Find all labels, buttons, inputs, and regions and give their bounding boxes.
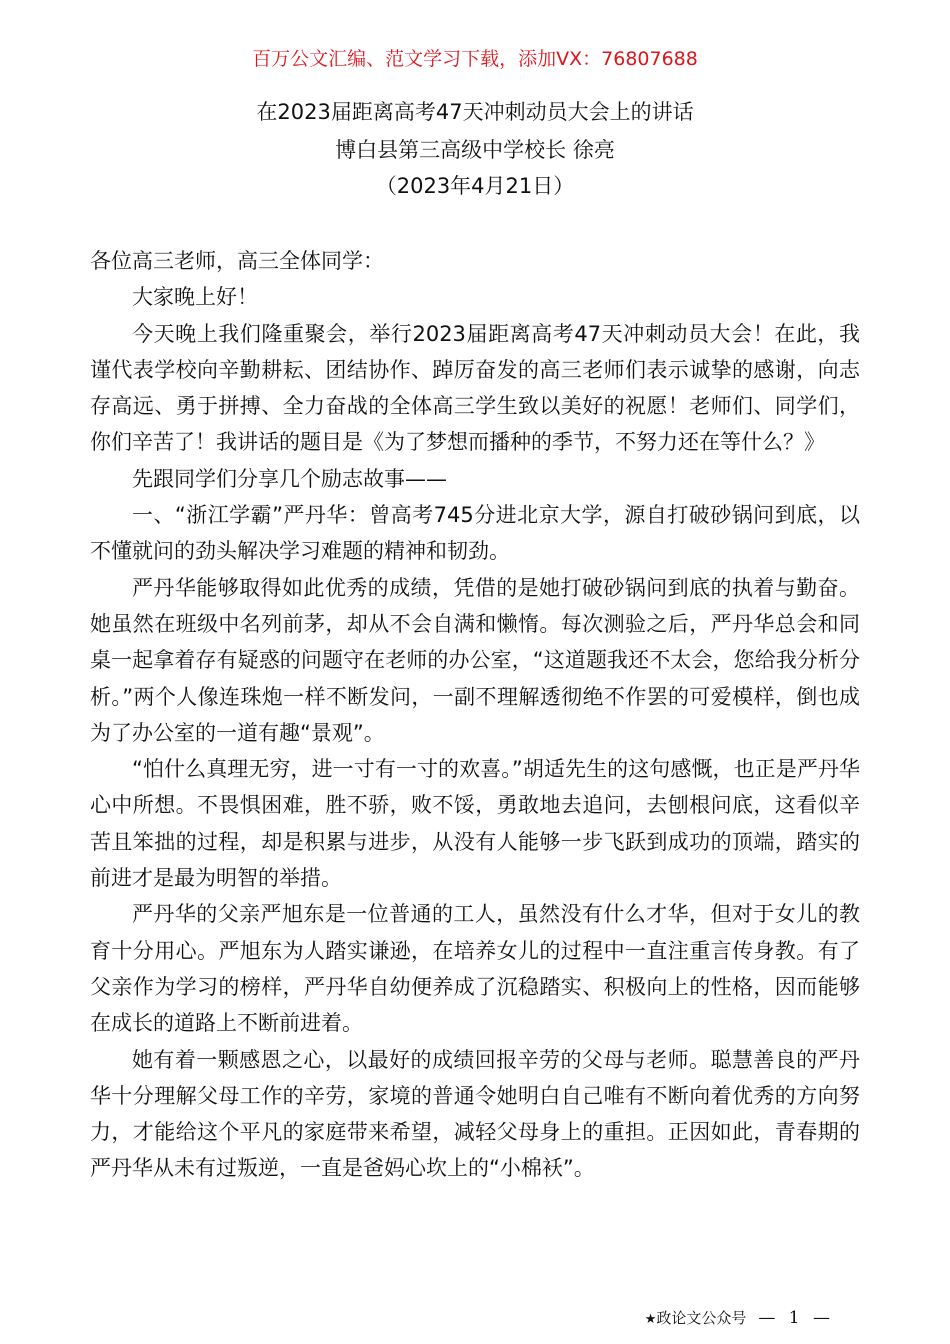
speech-title: 在2023届距离高考47天冲刺动员大会上的讲话 <box>256 100 694 124</box>
paragraph-story-quote: “怕什么真理无穷，进一寸有一寸的欢喜。”胡适先生的这句感慨，也正是严丹华心中所想。不畏惧困难，胜不骄，败不馁，勇敢地去追问，去刨根问底，这看似辛苦且笨拙的过程，却是积累与进步，从没有人能够一步飞跃到成功的顶端，踏实的前进才是最为明智的举措。 <box>90 757 860 891</box>
paragraph-intro-stories: 先跟同学们分享几个励志故事—— <box>132 466 447 491</box>
page-number: — 1 — <box>758 1308 834 1328</box>
paragraph-story-gratitude: 她有着一颗感恩之心，以最好的成绩回报辛劳的父母与老师。聪慧善良的严丹华十分理解父母工作的辛劳，家境的普通令她明白自己唯有不断向着优秀的方向努力，才能给这个平凡的家庭带来希望，减轻父母身上的重担。正因如此，青春期的严丹华从未有过叛逆，一直是爸妈心坎上的“小棉袄”。 <box>90 1047 860 1181</box>
paragraph-story-diligence: 严丹华能够取得如此优秀的成绩，凭借的是她打破砂锅问到底的执着与勤奋。她虽然在班级中名列前茅，却从不会自满和懒惰。每次测验之后，严丹华总会和同桌一起拿着存有疑惑的问题守在老师的办公室，“这道题我还不太会，您给我分析分析。”两个人像连珠炮一样不断发问，一副不理解透彻绝不作罢的可爱模样，倒也成为了办公室的一道有趣“景观”。 <box>90 575 860 745</box>
speech-body <box>90 243 860 1187</box>
paragraph-greeting: 大家晚上好！ <box>132 285 258 310</box>
salutation: 各位高三老师，高三全体同学： <box>90 249 384 273</box>
footer-source: 政论文公众号 <box>656 1309 747 1327</box>
page-footer <box>645 1306 834 1332</box>
speech-date: （2023年4月21日） <box>375 174 575 198</box>
paragraph-story-heading: 一、“浙江学霸”严丹华：曾高考745分进北京大学，源自打破砂锅问到底，以不懂就问的劲头解决学习难题的精神和韧劲。 <box>90 503 860 564</box>
star-icon: ★ <box>644 1312 657 1327</box>
speaker-line: 博白县第三高级中学校长 徐亮 <box>335 138 615 162</box>
download-banner: 百万公文汇编、范文学习下载，添加VX：76807688 <box>252 48 698 70</box>
paragraph-opening: 今天晚上我们隆重聚会，举行2023届距离高考47天冲刺动员大会！在此，我谨代表学校向辛勤耕耘、团结协作、踔厉奋发的高三老师们表示诚挚的感谢，向志存高远、勇于拼搏、全力奋战的全体高三学生致以美好的祝愿！老师们、同学们，你们辛苦了！我讲话的题目是《为了梦想而播种的季节，不努力还在等什么？》 <box>90 321 860 455</box>
paragraph-story-father: 严丹华的父亲严旭东是一位普通的工人，虽然没有什么才华，但对于女儿的教育十分用心。严旭东为人踏实谦逊，在培养女儿的过程中一直注重言传身教。有了父亲作为学习的榜样，严丹华自幼便养成了沉稳踏实、积极向上的性格，因而能够在成长的道路上不断前进着。 <box>90 902 860 1036</box>
